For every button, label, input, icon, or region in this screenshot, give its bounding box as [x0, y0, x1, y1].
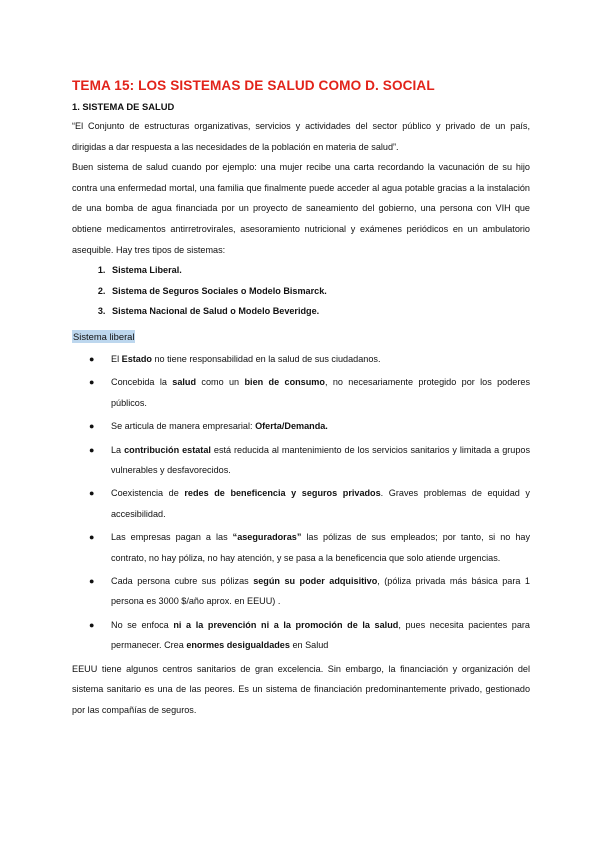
document-title: TEMA 15: LOS SISTEMAS DE SALUD COMO D. SOCIAL [72, 78, 435, 93]
list-item: ● Coexistencia de redes de beneficencia y seguros privados. Graves problemas de equidad y accesibilidad. [72, 483, 530, 524]
bullet-icon: ● [89, 619, 95, 630]
definition-quote: “El Conjunto de estructuras organizativas, servicios y actividades del sector público y privado de un país, dirigidas a dar respuesta a las necesidades de la población en materia de salud”. [72, 121, 530, 152]
section-heading: 1. SISTEMA DE SALUD [72, 101, 175, 112]
list-item: ● La contribución estatal está reducida al mantenimiento de los servicios sanitarios y limitada a grupos vulnerables y desfavorecidos. [72, 440, 530, 481]
bullet-icon: ● [89, 444, 95, 455]
list-item: ● Se articula de manera empresarial: Oferta/Demanda. [72, 416, 530, 436]
bullet-icon: ● [89, 532, 95, 543]
bullet-icon: ● [89, 377, 95, 388]
bullet-icon: ● [89, 353, 95, 364]
liberal-features-list [72, 349, 530, 656]
system-type-item: 2. Sistema de Seguros Sociales o Modelo Bismarck. [108, 281, 530, 302]
subsection-label: Sistema liberal [73, 330, 135, 342]
intro-paragraph: Buen sistema de salud cuando por ejemplo: una mujer recibe una carta recordando la vacunación de su hijo contra una enfermedad mortal, una familia que finalmente puede acceder al agua potable gracias a la instalación de una bomba de agua financiada por un proyecto de saneamiento del gobierno, una persona con VIH que obtiene medicamentos antirretrovirales, asesoramiento nutricional y exámenes periódicos en un ambulatorio asequible. Hay tres tipos de sistemas: [72, 162, 530, 255]
system-type-item: 3. Sistema Nacional de Salud o Modelo Beveridge. [108, 301, 530, 322]
closing-paragraph: EEUU tiene algunos centros sanitarios de gran excelencia. Sin embargo, la financiación y organización del sistema sanitario es una de las peores. Es un sistema de financiación predominantemente privado, gestionado por las compañías de seguros. [72, 663, 530, 715]
list-item: ● No se enfoca ni a la prevención ni a la promoción de la salud, pues necesita pacientes para permanecer. Crea enormes desigualdades en Salud [72, 615, 530, 656]
list-item: ● El Estado no tiene responsabilidad en la salud de sus ciudadanos. [72, 349, 530, 369]
system-types-list [72, 260, 530, 322]
document-page [72, 78, 530, 720]
list-item: ● Concebida la salud como un bien de consumo, no necesariamente protegido por los poderes públicos. [72, 372, 530, 413]
bullet-icon: ● [89, 576, 95, 586]
bullet-icon: ● [89, 488, 95, 499]
list-item: ● Cada persona cubre sus pólizas según su poder adquisitivo, (póliza privada más básica para 1 persona es 3000 $/año aprox. en EEUU) . [72, 571, 530, 612]
system-type-item: 1. Sistema Liberal. [108, 260, 530, 281]
bullet-icon: ● [89, 421, 95, 432]
list-item: ● Las empresas pagan a las “aseguradoras” las pólizas de sus empleados; por tanto, si no hay contrato, no hay póliza, no hay atención, y se pasa a la beneficencia que solo atiende urgencias. [72, 527, 530, 568]
